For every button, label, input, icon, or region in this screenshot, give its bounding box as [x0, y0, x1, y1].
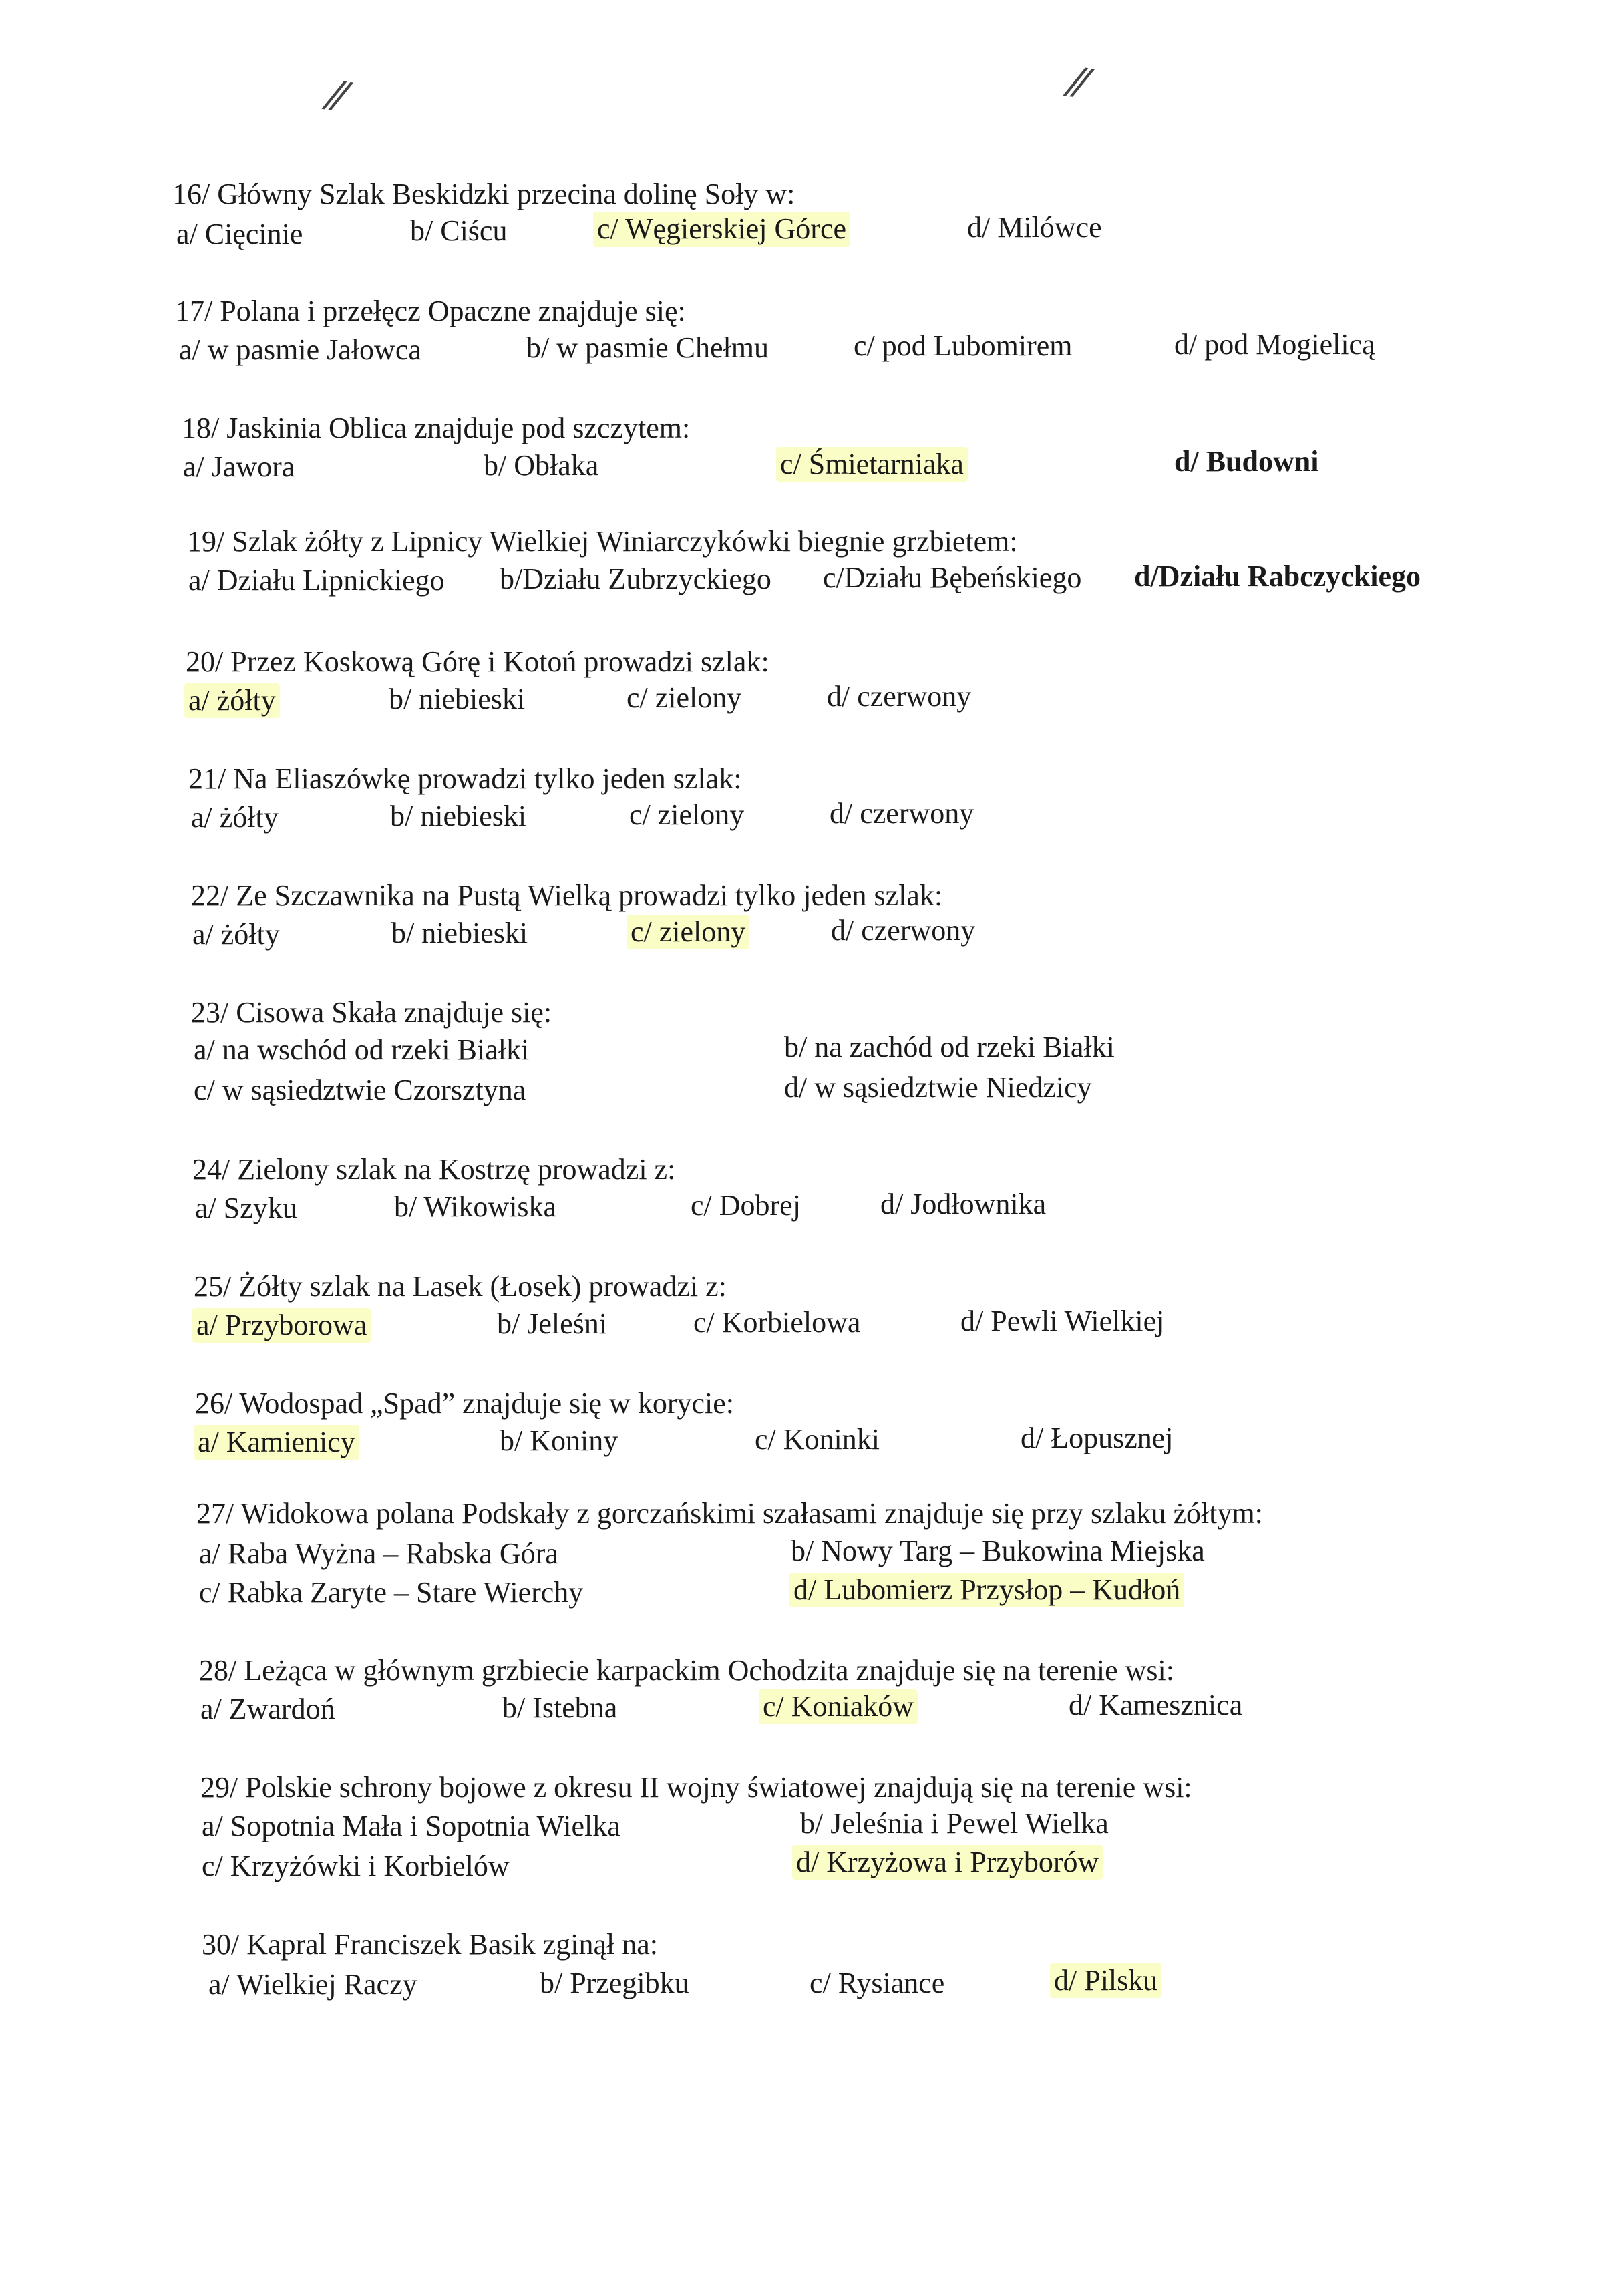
option-b: b/ Istebna	[502, 1691, 618, 1724]
question-text: 26/ Wodospad „Spad” znajduje się w korycie:	[195, 1387, 734, 1420]
question-text: 22/ Ze Szczawnika na Pustą Wielką prowadzi tylko jeden szlak:	[191, 879, 943, 912]
option-b: b/ Wikowiska	[394, 1190, 557, 1223]
option-c: c/ Rabka Zaryte – Stare Wierchy	[199, 1576, 584, 1609]
question-text: 30/ Kapral Franciszek Basik zginął na:	[202, 1928, 659, 1961]
option-b: b/ w pasmie Chełmu	[526, 331, 769, 364]
option-c: c/ pod Lubomirem	[854, 329, 1073, 362]
question-text: 21/ Na Eliaszówkę prowadzi tylko jeden szlak:	[188, 762, 742, 795]
punch-hole-mark: ⁄⁄	[1069, 59, 1089, 108]
option-a: a/ Jawora	[183, 450, 295, 483]
option-b: b/Działu Zubrzyckiego	[500, 562, 771, 595]
option-c: c/ Koninki	[755, 1423, 880, 1456]
option-a: a/ Cięcinie	[176, 218, 303, 251]
option-d: d/ czerwony	[831, 914, 976, 947]
option-a: a/ żółty	[192, 918, 280, 951]
option-b: b/ Obłaka	[484, 449, 599, 482]
option-a: a/ Wielkiej Raczy	[208, 1968, 417, 2001]
option-b: b/ niebieski	[389, 683, 526, 715]
option-a: a/ na wschód od rzeki Białki	[194, 1033, 530, 1066]
option-b: b/ Koniny	[500, 1424, 618, 1457]
option-d: d/ pod Mogielicą	[1174, 328, 1375, 361]
option-d: d/ Jodłownika	[880, 1188, 1047, 1220]
option-d: d/ Pilsku	[1050, 1963, 1161, 1998]
question-text: 28/ Leżąca w głównym grzbiecie karpackim Ochodzita znajduje się na terenie wsi:	[199, 1654, 1174, 1687]
option-c: c/ Węgierskiej Górce	[593, 212, 850, 247]
option-c: c/ zielony	[627, 681, 742, 714]
question-text: 17/ Polana i przełęcz Opaczne znajduje się:	[175, 295, 686, 327]
punch-hole-mark: ⁄⁄	[327, 72, 347, 122]
option-a: a/ Zwardoń	[200, 1693, 335, 1726]
option-a: a/ Raba Wyżna – Rabska Góra	[199, 1537, 558, 1570]
option-d: d/ czerwony	[830, 797, 974, 830]
option-a: a/ Szyku	[195, 1192, 297, 1224]
option-a: a/ w pasmie Jałowca	[179, 333, 421, 366]
option-b: b/ Nowy Targ – Bukowina Miejska	[791, 1534, 1205, 1567]
option-c: c/Działu Bębeńskiego	[823, 561, 1082, 594]
option-c: c/ Korbielowa	[693, 1306, 861, 1339]
option-d: d/ Kamesznica	[1069, 1689, 1243, 1721]
option-d: d/ Budowni	[1174, 445, 1319, 478]
option-d: d/ Krzyżowa i Przyborów	[792, 1845, 1103, 1880]
question-text: 25/ Żółty szlak na Lasek (Łosek) prowadzi z:	[194, 1270, 727, 1303]
option-c: c/ w sąsiedztwie Czorsztyna	[194, 1074, 526, 1106]
option-c: c/ Rysiance	[810, 1967, 945, 1999]
option-c: c/ Koniaków	[759, 1689, 918, 1724]
option-c: c/ Dobrej	[691, 1189, 801, 1222]
question-text: 18/ Jaskinia Oblica znajduje pod szczytem:	[182, 412, 691, 444]
option-d: d/ Pewli Wielkiej	[960, 1305, 1165, 1337]
option-b: b/ Jeleśni	[497, 1307, 607, 1340]
option-d: d/ Łopusznej	[1021, 1422, 1174, 1454]
option-a: a/ Sopotnia Mała i Sopotnia Wielka	[202, 1810, 620, 1842]
question-text: 23/ Cisowa Skała znajduje się:	[191, 996, 552, 1029]
option-a: a/ Działu Lipnickiego	[188, 564, 445, 597]
option-c: c/ Krzyżówki i Korbielów	[202, 1850, 510, 1882]
option-b: b/ niebieski	[391, 917, 528, 949]
option-c: c/ Śmietarniaka	[776, 447, 968, 482]
option-d: d/ czerwony	[827, 680, 972, 713]
question-text: 16/ Główny Szlak Beskidzki przecina dolinę Soły w:	[172, 178, 795, 210]
option-b: b/ Jeleśnia i Pewel Wielka	[800, 1807, 1109, 1840]
option-c: c/ zielony	[627, 915, 749, 949]
option-d: d/Działu Rabczyckiego	[1134, 560, 1421, 593]
option-a: a/ żółty	[184, 683, 280, 718]
question-text: 27/ Widokowa polana Podskały z gorczańskimi szałasami znajduje się przy szlaku żółtym:	[196, 1497, 1263, 1530]
question-text: 19/ Szlak żółty z Lipnicy Wielkiej Winiarczykówki biegnie grzbietem:	[187, 525, 1018, 558]
option-a: a/ żółty	[191, 801, 279, 834]
option-d: d/ Lubomierz Przysłop – Kudłoń	[789, 1573, 1184, 1607]
option-d: d/ Milówce	[967, 211, 1102, 244]
option-a: a/ Kamienicy	[194, 1425, 359, 1460]
option-a: a/ Przyborowa	[192, 1308, 371, 1343]
question-text: 24/ Zielony szlak na Kostrzę prowadzi z:	[192, 1153, 676, 1186]
option-d: d/ w sąsiedztwie Niedzicy	[784, 1071, 1092, 1104]
question-text: 20/ Przez Koskową Górę i Kotoń prowadzi szlak:	[186, 645, 769, 678]
question-text: 29/ Polskie schrony bojowe z okresu II wojny światowej znajdują się na terenie wsi:	[200, 1771, 1192, 1804]
option-b: b/ Przegibku	[540, 1967, 689, 1999]
option-b: b/ Ciścu	[410, 214, 508, 247]
option-b: b/ na zachód od rzeki Białki	[784, 1031, 1115, 1063]
option-b: b/ niebieski	[390, 800, 527, 832]
option-c: c/ zielony	[629, 798, 745, 831]
